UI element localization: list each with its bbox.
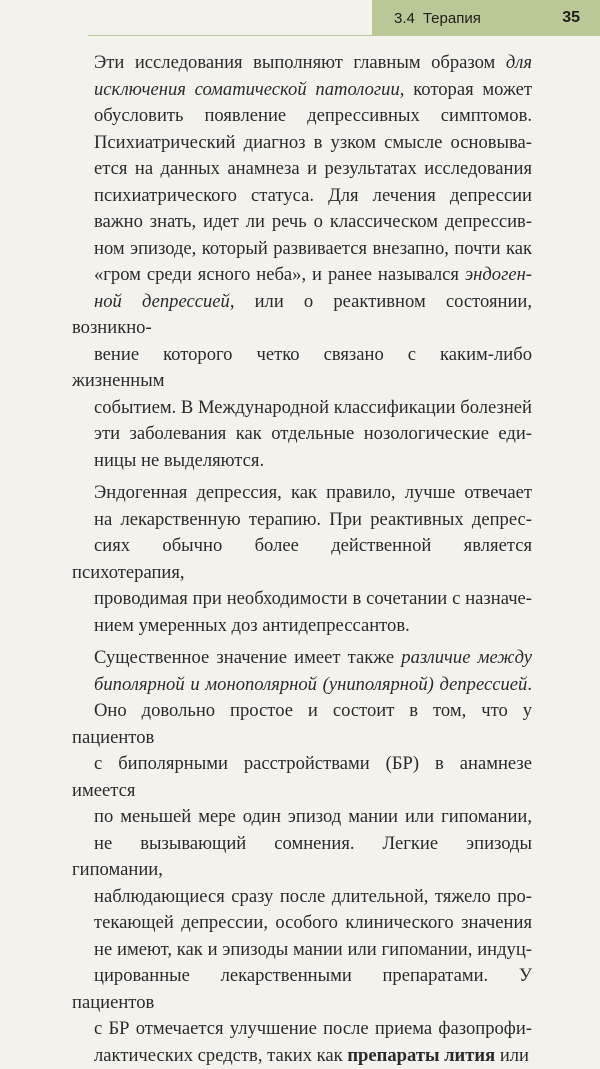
text-run: наблюдающиеся сразу после длительной, тяжело про-: [94, 886, 532, 907]
text-line: [72, 884, 532, 911]
text-line: [72, 507, 532, 534]
text-run: ницы не выделяются.: [94, 450, 264, 471]
text-run: по меньшей мере один эпизод мании или гипомании,: [94, 806, 532, 827]
text-line: [72, 613, 532, 640]
text-run: препараты лития: [347, 1045, 495, 1066]
text-run: событием. В Международной классификации болезней: [94, 397, 532, 418]
text-run: цированные лекарственными препаратами. У пациентов: [72, 965, 532, 1013]
section-number: 3.4: [394, 10, 415, 27]
page-number: 35: [562, 9, 580, 27]
text-run: вение которого четко связано с каким-либо жизненным: [72, 344, 532, 392]
text-run: не имеют, как и эпизоды мании или гипомании, индуц-: [94, 939, 532, 960]
text-run: или: [495, 1045, 529, 1066]
text-run: различие между: [401, 647, 532, 668]
text-run: проводимая при необходимости в сочетании с назначе-: [94, 588, 532, 609]
text-line: [72, 672, 532, 699]
text-line: [72, 448, 532, 475]
body-text: [72, 50, 532, 1069]
text-line: [72, 236, 532, 263]
text-run: .: [527, 674, 532, 695]
running-header: [372, 0, 600, 36]
text-line: [72, 910, 532, 937]
text-run: Эндогенная депрессия, как правило, лучше отвечает: [94, 482, 532, 503]
text-run: Эти исследования выполняют главным образом: [94, 52, 506, 73]
paragraph: [72, 480, 532, 639]
text-run: Психиатрический диагноз в узком смысле основыва-: [94, 132, 532, 153]
text-line: [72, 963, 532, 1016]
text-line: [72, 751, 532, 804]
section-label: [394, 10, 481, 27]
text-run: нием умеренных доз антидепрессантов.: [94, 615, 410, 636]
text-line: [72, 586, 532, 613]
text-run: эти заболевания как отдельные нозологические еди-: [94, 423, 532, 444]
text-run: обусловить появление депрессивных симптомов.: [94, 105, 532, 126]
header-rule: [88, 35, 372, 36]
text-run: на лекарственную терапию. При реактивных депрес-: [94, 509, 532, 530]
text-line: [72, 50, 532, 77]
text-line: [72, 395, 532, 422]
text-run: ется на данных анамнеза и результатах исследования: [94, 158, 532, 179]
text-run: , которая может: [400, 79, 532, 100]
text-line: [72, 533, 532, 586]
text-line: [72, 1043, 532, 1069]
text-run: ном эпизоде, который развивается внезапно, почти как: [94, 238, 532, 259]
text-run: с биполярными расстройствами (БР) в анамнезе имеется: [72, 753, 532, 801]
text-run: текающей депрессии, особого клинического значения: [94, 912, 532, 933]
text-run: лактических средств, таких как: [94, 1045, 347, 1066]
text-line: [72, 804, 532, 831]
text-run: психиатрического статуса. Для лечения депрессии: [94, 185, 532, 206]
text-line: [72, 77, 532, 104]
paragraph: [72, 50, 532, 474]
text-line: [72, 342, 532, 395]
text-line: [72, 937, 532, 964]
text-run: , или о реактивном состоянии, возникно-: [72, 291, 532, 339]
text-run: биполярной и монополярной (униполярной) депрессией: [94, 674, 527, 695]
text-run: не вызывающий сомнения. Легкие эпизоды гипомании,: [72, 833, 532, 881]
text-run: Существенное значение имеет также: [94, 647, 401, 668]
text-run: исключения соматической патологии: [94, 79, 400, 100]
text-run: для: [506, 52, 532, 73]
text-line: [72, 421, 532, 448]
text-line: [72, 183, 532, 210]
text-line: [72, 103, 532, 130]
text-line: [72, 209, 532, 236]
text-run: «гром среди ясного неба», и ранее назывался: [94, 264, 465, 285]
text-line: [72, 480, 532, 507]
text-line: [72, 1016, 532, 1043]
text-line: [72, 289, 532, 342]
text-run: важно знать, идет ли речь о классическом депрессив-: [94, 211, 532, 232]
text-line: [72, 156, 532, 183]
section-title: Терапия: [423, 10, 481, 27]
text-line: [72, 130, 532, 157]
text-run: ной депрессией: [94, 291, 230, 312]
paragraph: [72, 645, 532, 1069]
text-line: [72, 698, 532, 751]
text-run: эндоген-: [465, 264, 532, 285]
text-line: [72, 831, 532, 884]
text-line: [72, 262, 532, 289]
text-run: сиях обычно более действенной является психотерапия,: [72, 535, 532, 583]
text-run: с БР отмечается улучшение после приема фазопрофи-: [94, 1018, 532, 1039]
text-run: Оно довольно простое и состоит в том, что у пациентов: [72, 700, 532, 748]
text-line: [72, 645, 532, 672]
